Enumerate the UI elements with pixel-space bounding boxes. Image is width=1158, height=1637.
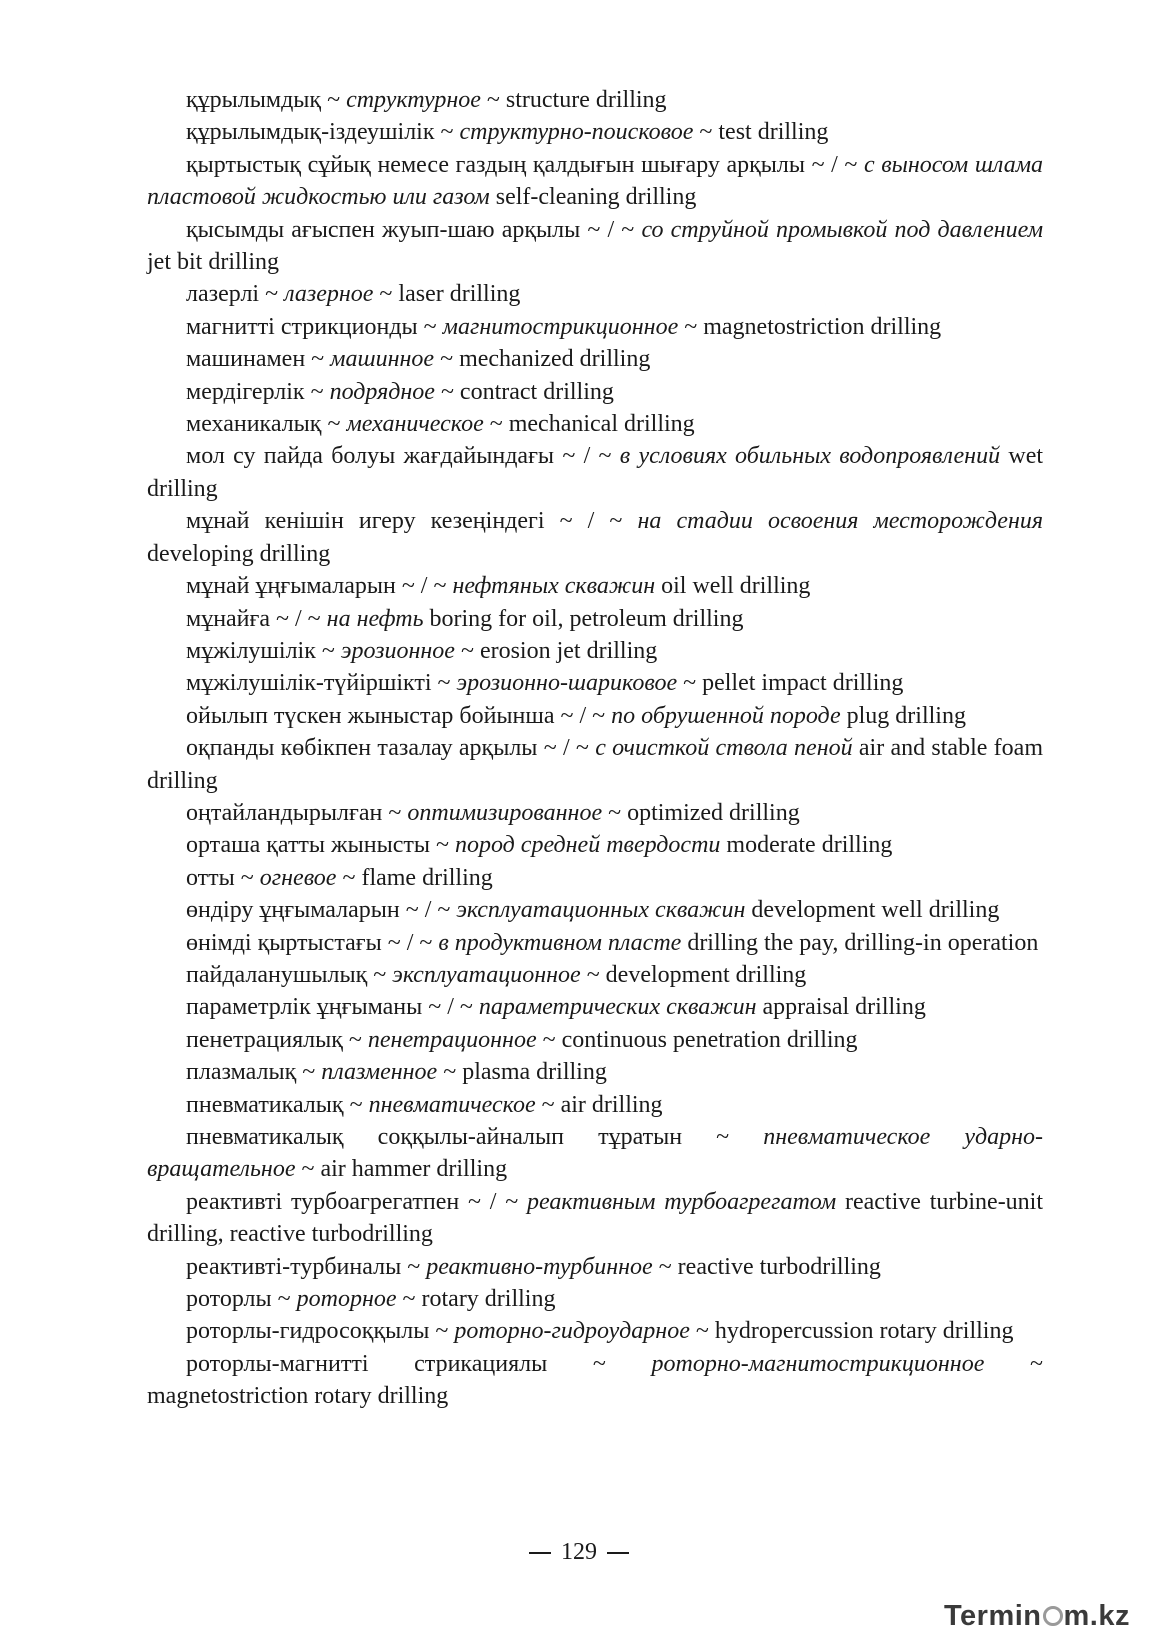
entry-kazakh-term: магнитті стрикционды ~ <box>186 313 437 340</box>
entry-russian-term: эрозионно-шариковое <box>456 670 678 697</box>
entry-english-term: ~ plasma drilling <box>443 1059 607 1086</box>
dictionary-entry <box>147 149 1043 214</box>
entry-russian-term: в продуктивном пласте <box>438 929 682 956</box>
entry-kazakh-term: құрылымдық-іздеушілік ~ <box>186 119 454 146</box>
entry-russian-term: подрядное <box>329 378 435 405</box>
entry-kazakh-term: мұнай кенішін игеру кезеңіндегі ~ / ~ <box>186 508 623 535</box>
entry-english-term: ~ reactive turbodrilling <box>658 1253 881 1280</box>
entry-english-term: ~ optimized drilling <box>608 799 800 826</box>
entry-russian-term: пневматическое <box>368 1091 536 1118</box>
footer-dash-left <box>529 1552 551 1554</box>
dictionary-entry <box>147 991 1043 1023</box>
entry-kazakh-term: роторлы-магнитті стрикациялы ~ <box>186 1350 606 1377</box>
dictionary-entry <box>147 894 1043 926</box>
entry-english-term: ~ air drilling <box>541 1091 663 1118</box>
dictionary-entry <box>147 959 1043 991</box>
entry-english-term: jet bit drilling <box>147 249 279 276</box>
terminkom-watermark-logo <box>944 1600 1130 1633</box>
entry-russian-term: структурное <box>346 87 481 113</box>
entry-english-term: oil well drilling <box>661 573 811 600</box>
entry-english-term: development well drilling <box>751 897 1000 924</box>
entry-english-term: ~ test drilling <box>699 119 829 146</box>
dictionary-entry <box>147 343 1043 375</box>
entry-kazakh-term: ойылып түскен жыныстар бойынша ~ / ~ <box>186 702 606 729</box>
entry-english-term: ~ contract drilling <box>440 378 614 405</box>
entry-english-term: ~ pellet impact drilling <box>683 670 904 697</box>
entry-russian-term: с очисткой ствола пеной <box>595 735 853 762</box>
dictionary-entry <box>147 1283 1043 1315</box>
entry-russian-term: плазменное <box>321 1059 438 1086</box>
entry-english-term: ~ mechanical drilling <box>489 411 695 438</box>
entry-kazakh-term: мұжілушілік ~ <box>186 637 335 664</box>
entry-russian-term: роторное <box>296 1286 397 1313</box>
entry-kazakh-term: реактивті-турбиналы ~ <box>186 1253 421 1280</box>
entry-english-term: developing drilling <box>147 540 331 567</box>
dictionary-entry <box>147 635 1043 667</box>
entry-russian-term: роторно-гидроударное <box>454 1318 690 1345</box>
entry-russian-term: в условиях обильных водопроявлений <box>619 443 1001 470</box>
dictionary-entry <box>147 1348 1043 1413</box>
dictionary-entry <box>147 116 1043 148</box>
entry-kazakh-term: пневматикалық ~ <box>186 1091 363 1118</box>
dictionary-entry <box>147 570 1043 602</box>
entry-russian-term: с выносом шлама пластовой жидкостью или газом <box>147 151 1044 211</box>
entry-english-term: ~ magnetostriction drilling <box>684 313 942 340</box>
dictionary-entry <box>147 1121 1043 1186</box>
entry-kazakh-term: параметрлік ұңғыманы ~ / ~ <box>186 994 473 1021</box>
dictionary-entry <box>147 376 1043 408</box>
entry-russian-term: реактивным турбоагрегатом <box>526 1188 837 1215</box>
entry-russian-term: на нефть <box>326 605 424 632</box>
entry-english-term: appraisal drilling <box>762 994 926 1021</box>
entry-kazakh-term: пенетрациялық ~ <box>186 1026 362 1053</box>
page-number: 129 <box>561 1539 597 1565</box>
entry-kazakh-term: оңтайландырылған ~ <box>186 799 402 826</box>
entry-russian-term: структурно-поисковое <box>459 119 694 146</box>
entry-kazakh-term: қыртыстық сұйық немесе газдың қалдығын шығару арқылы ~ / ~ <box>186 151 858 178</box>
entry-english-term: ~ erosion jet drilling <box>460 637 658 664</box>
footer-dash-right <box>607 1552 629 1554</box>
entry-english-term: ~ rotary drilling <box>402 1286 556 1313</box>
dictionary-entry <box>147 667 1043 699</box>
entry-kazakh-term: өнімді қыртыстағы ~ / ~ <box>186 929 433 956</box>
dictionary-entry <box>147 1056 1043 1088</box>
entry-english-term: drilling the pay, drilling-in operation <box>687 929 1039 956</box>
entry-kazakh-term: мұнай ұңғымаларын ~ / ~ <box>186 573 447 600</box>
watermark-text-left: Termin <box>943 1600 1042 1632</box>
entry-kazakh-term: реактивті турбоагрегатпен ~ / ~ <box>186 1188 519 1215</box>
entry-kazakh-term: құрылымдық ~ <box>186 87 341 113</box>
dictionary-entry <box>147 829 1043 861</box>
entry-english-term: air and stable foam drilling <box>147 735 1043 794</box>
entry-russian-term: параметрических скважин <box>478 994 757 1021</box>
entry-russian-term: со струйной промывкой под давлением <box>641 216 1044 243</box>
entry-kazakh-term: роторлы-гидросоққылы ~ <box>186 1318 449 1345</box>
entry-english-term: boring for oil, petroleum drilling <box>429 605 744 632</box>
dictionary-entry <box>147 700 1043 732</box>
entry-russian-term: пенетрационное <box>367 1026 537 1053</box>
entry-russian-term: эксплуатационных скважин <box>456 897 746 924</box>
dictionary-entry <box>147 1251 1043 1283</box>
entry-english-term: ~ development drilling <box>586 961 807 988</box>
entry-kazakh-term: қысымды ағыспен жуып-шаю арқылы ~ / ~ <box>186 216 635 243</box>
entry-english-term: plug drilling <box>846 702 966 729</box>
entry-kazakh-term: пневматикалық соққылы-айналып тұратын ~ <box>186 1124 730 1150</box>
entry-russian-term: нефтяных скважин <box>452 573 656 600</box>
entry-russian-term: роторно-магнитострикционное <box>651 1350 985 1377</box>
watermark-text-right: m.kz <box>1063 1600 1130 1632</box>
dictionary-entry <box>147 1024 1043 1056</box>
entry-kazakh-term: мұнайға ~ / ~ <box>186 605 321 632</box>
dictionary-entry <box>147 84 1043 116</box>
entry-russian-term: магнитострикционное <box>442 313 679 340</box>
entry-kazakh-term: өндіру ұңғымаларын ~ / ~ <box>186 897 451 924</box>
entry-kazakh-term: мердігерлік ~ <box>186 378 324 405</box>
entry-kazakh-term: пайдаланушылық ~ <box>186 961 387 988</box>
dictionary-entry <box>147 732 1043 797</box>
entry-russian-term: реактивно-турбинное <box>426 1253 653 1280</box>
entry-kazakh-term: роторлы ~ <box>186 1286 291 1313</box>
page-footer <box>0 1539 1158 1566</box>
entry-english-term: ~ laser drilling <box>379 281 521 308</box>
entry-english-term: ~ air hammer drilling <box>301 1156 508 1183</box>
entry-kazakh-term: лазерлі ~ <box>186 281 279 308</box>
entry-russian-term: пневматическое ударно-вращательное <box>147 1124 1043 1183</box>
entry-russian-term: пород средней твердости <box>454 832 721 859</box>
dictionary-entry <box>147 440 1043 505</box>
entry-kazakh-term: мұжілушілік-түйіршікті ~ <box>186 670 451 697</box>
dictionary-entry <box>147 214 1043 279</box>
dictionary-entry <box>147 505 1043 570</box>
entry-english-term: wet drilling <box>147 443 1044 502</box>
entry-russian-term: по обрушенной породе <box>611 702 841 729</box>
entry-english-term: ~ structure drilling <box>486 87 667 113</box>
dictionary-entry <box>147 311 1043 343</box>
dictionary-entry <box>147 278 1043 310</box>
dictionary-entry <box>147 797 1043 829</box>
entry-russian-term: огневое <box>259 864 337 891</box>
dictionary-entry <box>147 1089 1043 1121</box>
entry-english-term: ~ flame drilling <box>342 864 493 891</box>
entry-russian-term: лазерное <box>284 281 374 308</box>
entry-kazakh-term: машинамен ~ <box>186 346 325 373</box>
dictionary-entry <box>147 408 1043 440</box>
dictionary-entry <box>147 862 1043 894</box>
watermark-circle-icon <box>1043 1606 1063 1626</box>
entry-russian-term: оптимизированное <box>407 799 603 826</box>
entry-english-term: ~ mechanized drilling <box>440 346 651 373</box>
dictionary-entry <box>147 603 1043 635</box>
entry-english-term: ~ hydropercussion rotary drilling <box>695 1318 1014 1345</box>
entry-kazakh-term: орташа қатты жынысты ~ <box>186 832 449 859</box>
entry-russian-term: на стадии освоения месторождения <box>637 508 1044 535</box>
dictionary-entries <box>147 84 1043 1413</box>
entry-english-term: ~ magnetostriction rotary drilling <box>147 1350 1044 1410</box>
entry-russian-term: эрозионное <box>340 637 455 664</box>
entry-kazakh-term: оқпанды көбікпен тазалау арқылы ~ / ~ <box>186 735 589 762</box>
entry-english-term: reactive turbine-unit drilling, reactive turbodrilling <box>147 1188 1044 1248</box>
dictionary-entry <box>147 1315 1043 1347</box>
entry-kazakh-term: механикалық ~ <box>186 411 341 438</box>
entry-kazakh-term: плазмалық ~ <box>186 1059 316 1086</box>
entry-russian-term: механическое <box>346 411 484 438</box>
entry-russian-term: машинное <box>330 346 435 373</box>
entry-english-term: moderate drilling <box>726 832 893 859</box>
entry-english-term: ~ continuous penetration drilling <box>542 1026 858 1053</box>
entry-kazakh-term: мол су пайда болуы жағдайындағы ~ / ~ <box>186 443 612 470</box>
entry-kazakh-term: отты ~ <box>186 864 254 891</box>
entry-english-term: self-cleaning drilling <box>495 184 697 211</box>
dictionary-entry <box>147 1186 1043 1251</box>
dictionary-entry <box>147 927 1043 959</box>
entry-russian-term: эксплуатационное <box>392 961 581 988</box>
